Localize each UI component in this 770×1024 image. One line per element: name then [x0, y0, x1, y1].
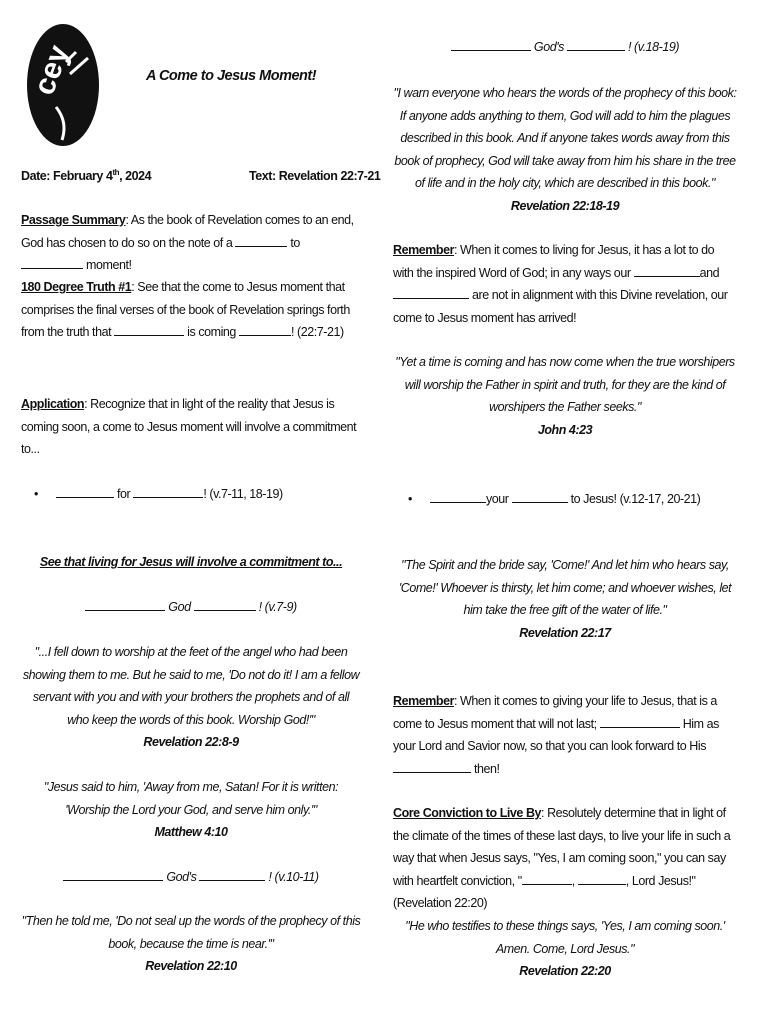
bullet-text: to Jesus! (v.12-17, 20-21) [570, 492, 701, 506]
gods-label: God's [533, 40, 564, 54]
blank-field[interactable] [194, 598, 256, 611]
quote-block [393, 915, 737, 983]
passage-end: moment! [86, 258, 132, 272]
quote-reference: John 4:23 [537, 422, 593, 437]
remember-end: are not in alignment with this Divine revelation, our come to Jesus moment has arrived! [393, 288, 728, 325]
blank-field[interactable] [393, 760, 471, 773]
truth-is-coming: is coming [187, 325, 236, 339]
quote-block [393, 554, 737, 644]
quote-block [21, 910, 361, 978]
blank-field[interactable] [239, 323, 291, 336]
gods-line [21, 866, 361, 889]
date-line [21, 165, 151, 188]
quote-text: "I warn everyone who hears the words of the prophecy of this book: If anyone adds anything to them, God will add to him the plagues described in this book. And if anyone takes words away from this book of prophecy, God will take away from him his share in the tree of life and in the holy city, which are described in this book." [393, 86, 737, 190]
see-heading: See that living for Jesus will involve a commitment to... [39, 555, 343, 569]
quote-block [393, 351, 737, 441]
date-year: , 2024 [119, 169, 152, 183]
passage-summary-label: Passage Summary [21, 213, 126, 227]
passage-to: to [290, 235, 300, 250]
remember-label: Remember [393, 243, 455, 257]
quote-text: "...I fell down to worship at the feet of the angel who had been showing them to me. But he said to me, 'Do not do it! I am a fellow servant with you and with your brothers the prophets and of all who keep the words of this book. Worship God!'" [22, 645, 360, 727]
quote-text: "Jesus said to him, 'Away from me, Satan! For it is written: 'Worship the Lord your God, and serve him only.'" [43, 780, 339, 817]
blank-field[interactable] [512, 490, 568, 503]
blank-field[interactable] [56, 485, 114, 498]
left-bullet [34, 483, 283, 506]
gods-label: God's [166, 870, 197, 884]
god-line [21, 596, 361, 619]
gods-ref: ! (v.10-11) [268, 870, 319, 884]
core-label: Core Conviction to Live By [393, 806, 542, 820]
remember-label: Remember [393, 694, 455, 708]
passage-summary [21, 209, 361, 277]
core-comma: , [571, 873, 575, 888]
blank-field[interactable] [430, 490, 486, 503]
bullet-your: your [486, 492, 509, 506]
truth-ref: ! (22:7-21) [290, 325, 344, 339]
blank-field[interactable] [235, 234, 287, 247]
quote-reference: Matthew 4:10 [154, 825, 228, 839]
quote-reference: Revelation 22:10 [145, 959, 237, 973]
blank-field[interactable] [522, 872, 572, 885]
blank-field[interactable] [133, 485, 203, 498]
quote-text: "He who testifies to these things says, 'Yes, I am coming soon.' Amen. Come, Lord Jesus." [405, 919, 725, 956]
quote-text: "The Spirit and the bride say, 'Come!' And let him who hears say, 'Come!' Whoever is thirsty, let him come; and whoever wishes, let him take the free gift of the water of life." [398, 558, 732, 617]
core-end: , Lord Jesus!" (Revelation 22:20) [393, 873, 696, 910]
page-title: A Come to Jesus Moment! [146, 68, 317, 84]
quote-reference: Revelation 22:18-19 [510, 198, 620, 213]
remember-and: and [699, 265, 720, 280]
god-ref: ! (v.7-9) [258, 600, 297, 614]
quote-block [393, 82, 737, 217]
cey-logo-icon [26, 22, 100, 148]
date-sup: th [112, 167, 120, 177]
blank-field[interactable] [114, 323, 184, 336]
text-reference: Text: Revelation 22:7-21 [249, 169, 381, 183]
degree-truth [21, 276, 361, 344]
blank-field[interactable] [21, 256, 83, 269]
quote-reference: Revelation 22:17 [519, 625, 611, 640]
bullet-for: for [117, 487, 131, 501]
gods-line [393, 36, 737, 59]
remember-mid: Him as your Lord and Savior now, so that you can look forward to His [393, 716, 719, 753]
blank-field[interactable] [393, 286, 469, 299]
application [21, 393, 361, 461]
bullet-ref: ! (v.7-11, 18-19) [203, 487, 283, 501]
blank-field[interactable] [199, 868, 265, 881]
blank-field[interactable] [600, 715, 680, 728]
blank-field[interactable] [578, 872, 626, 885]
core-quote-open: " [517, 873, 522, 888]
core-text: : Resolutely determine that in light of the climate of the times of these last days, to live your life in such a way that when Jesus says, "Yes, I am coming soon," you can say with heartfelt conviction, [393, 806, 731, 888]
blank-field[interactable] [567, 38, 625, 51]
date-label: Date: February 4 [21, 169, 113, 183]
remember-1 [393, 239, 737, 329]
quote-reference: Revelation 22:8-9 [143, 735, 239, 749]
core-conviction [393, 802, 737, 915]
quote-text: "Yet a time is coming and has now come when the true worshipers will worship the Father in spirit and truth, for they are the kind of worshipers the Father seeks." [395, 355, 735, 414]
quote-block [21, 776, 361, 844]
blank-field[interactable] [85, 598, 165, 611]
remember-text: : When it comes to living for Jesus, it has a lot to do with the inspired Word of God; in any ways our [393, 243, 715, 280]
remember-2 [393, 690, 737, 780]
passage-summary-text: : As the book of Revelation comes to an end, God has chosen to do so on the note of a [21, 213, 354, 250]
degree-truth-text: : See that the come to Jesus moment that comprises the final verses of the book of Revelation springs forth from the truth that [21, 280, 350, 339]
degree-truth-label: 180 Degree Truth #1 [21, 280, 132, 294]
bullet-icon: • [34, 487, 38, 501]
quote-reference: Revelation 22:20 [519, 964, 611, 978]
remember-end: then! [474, 761, 500, 776]
quote-block [21, 641, 361, 754]
bullet-icon: • [408, 492, 412, 506]
blank-field[interactable] [451, 38, 531, 51]
blank-field[interactable] [634, 264, 700, 277]
svg-text:cey: cey [27, 40, 76, 100]
blank-field[interactable] [63, 868, 163, 881]
gods-ref: ! (v.18-19) [628, 40, 680, 54]
application-label: Application [21, 397, 85, 411]
remember-text: : When it comes to giving your life to Jesus, that is a come to Jesus moment that will not last; [393, 694, 717, 731]
right-bullet [408, 488, 700, 511]
application-text: : Recognize that in light of the reality that Jesus is coming soon, a come to Jesus moment will involve a commitment to... [21, 397, 357, 456]
god-label: God [168, 600, 191, 614]
quote-text: "Then he told me, 'Do not seal up the words of the prophecy of this book, because the time is near.'" [21, 914, 361, 951]
